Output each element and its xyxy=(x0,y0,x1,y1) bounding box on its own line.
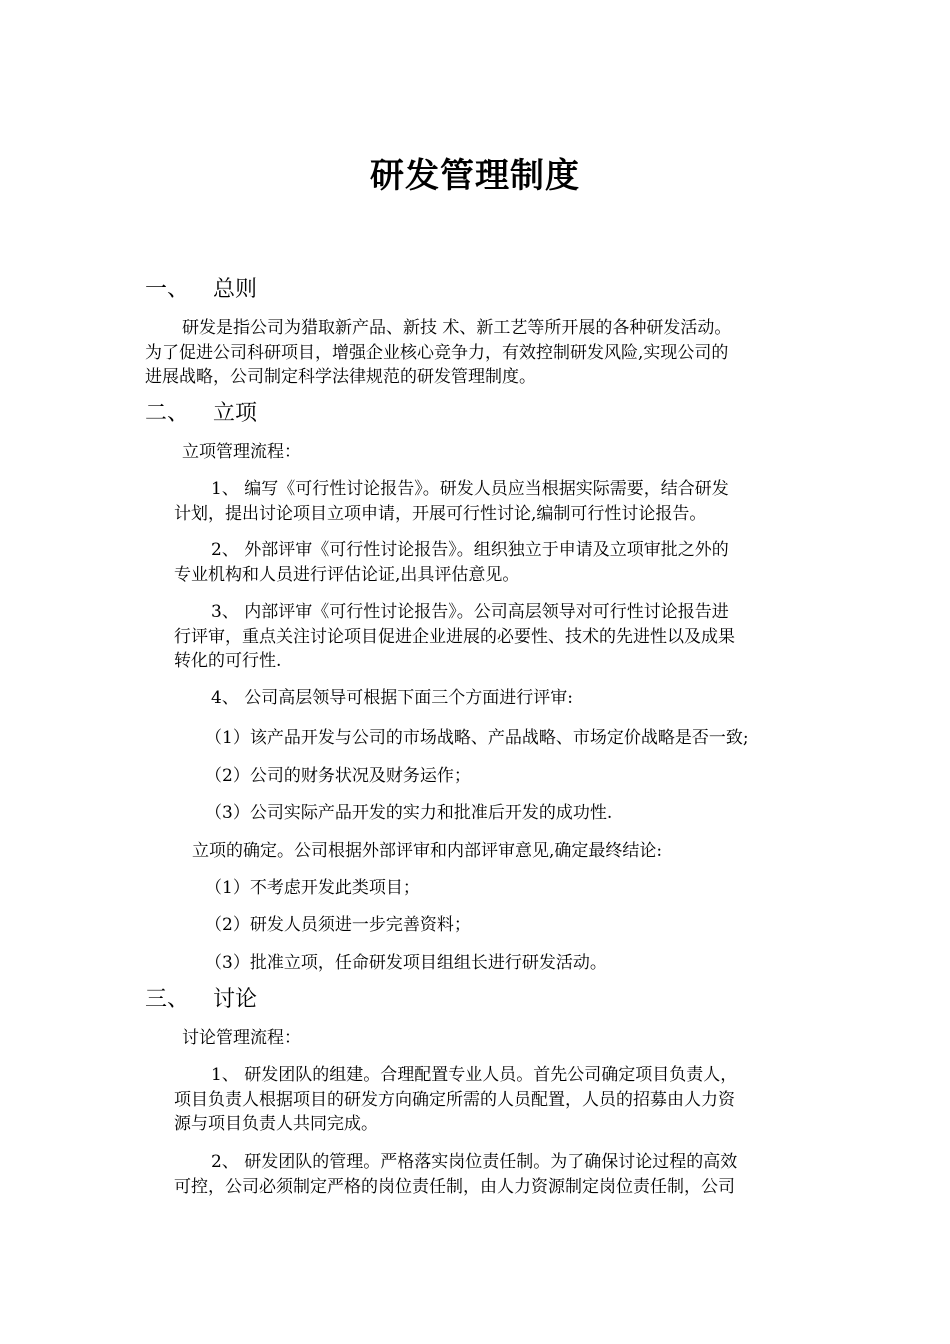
project-item-1 xyxy=(174,477,729,526)
section-number: 一、 xyxy=(145,277,190,302)
decision-intro: 立项的确定。公司根据外部评审和内部评审意见,确定最终结论: xyxy=(192,841,663,861)
text-line: 1、 编写《可行性讨论报告》。研发人员应当根据实际需要，结合研发 xyxy=(211,479,729,499)
text-line: 2、 外部评审《可行性讨论报告》。组织独立于申请及立项审批之外的 xyxy=(211,540,729,560)
section-number: 三、 xyxy=(145,987,190,1012)
section-heading-research xyxy=(145,985,257,1015)
section-heading-general xyxy=(145,275,257,305)
text-line: 1、 研发团队的组建。合理配置专业人员。首先公司确定项目负责人， xyxy=(211,1065,738,1085)
text-line: 可控，公司必须制定严格的岗位责任制，由人力资源制定岗位责任制，公司 xyxy=(174,1176,735,1197)
text-line: 2、 研发团队的管理。严格落实岗位责任制。为了确保讨论过程的高效 xyxy=(211,1152,738,1172)
criteria-item: （1）该产品开发与公司的市场战略、产品战略、市场定价战略是否一致; xyxy=(205,728,749,748)
section-title: 立项 xyxy=(213,401,258,426)
research-intro: 讨论管理流程： xyxy=(182,1028,301,1048)
text-line: 为了促进公司科研项目，增强企业核心竞争力，有效控制研发风险,实现公司的 xyxy=(145,342,729,363)
text-line: 项目负责人根据项目的研发方向确定所需的人员配置，人员的招募由人力资 xyxy=(174,1089,735,1110)
project-item-4: 4、 公司高层领导可根据下面三个方面进行评审: xyxy=(211,688,573,708)
general-paragraph xyxy=(145,316,731,390)
text-line: 行评审，重点关注讨论项目促进企业进展的必要性、技术的先进性以及成果 xyxy=(174,626,735,647)
project-item-2 xyxy=(174,538,729,587)
criteria-item: （2）公司的财务状况及财务运作； xyxy=(205,766,471,786)
project-intro: 立项管理流程： xyxy=(182,442,301,462)
text-line: 研发是指公司为猎取新产品、新技 术、新工艺等所开展的各种研发活动。 xyxy=(182,318,732,338)
text-line: 3、 内部评审《可行性讨论报告》。公司高层领导对可行性讨论报告进 xyxy=(211,602,729,622)
decision-item: （3）批准立项，任命研发项目组组长进行研发活动。 xyxy=(205,953,607,973)
project-item-3 xyxy=(174,600,735,674)
decision-item: （2）研发人员须进一步完善资料； xyxy=(205,915,471,935)
text-line: 源与项目负责人共同完成。 xyxy=(174,1114,378,1134)
decision-item: （1）不考虑开发此类项目； xyxy=(205,878,420,898)
text-line: 计划，提出讨论项目立项申请，开展可行性讨论,编制可行性讨论报告。 xyxy=(174,503,707,524)
section-heading-project xyxy=(145,399,257,429)
text-line: 进展战略，公司制定科学法律规范的研发管理制度。 xyxy=(145,367,536,387)
text-line: 专业机构和人员进行评估论证,出具评估意见。 xyxy=(174,564,520,585)
criteria-item: （3）公司实际产品开发的实力和批准后开发的成功性. xyxy=(205,803,613,823)
section-title: 总则 xyxy=(213,277,258,302)
section-number: 二、 xyxy=(145,401,190,426)
research-item-1 xyxy=(174,1063,737,1137)
text-line: 转化的可行性. xyxy=(174,651,282,671)
research-item-2 xyxy=(174,1150,737,1199)
page-title: 研发管理制度 xyxy=(370,156,580,196)
section-title: 讨论 xyxy=(213,987,258,1012)
